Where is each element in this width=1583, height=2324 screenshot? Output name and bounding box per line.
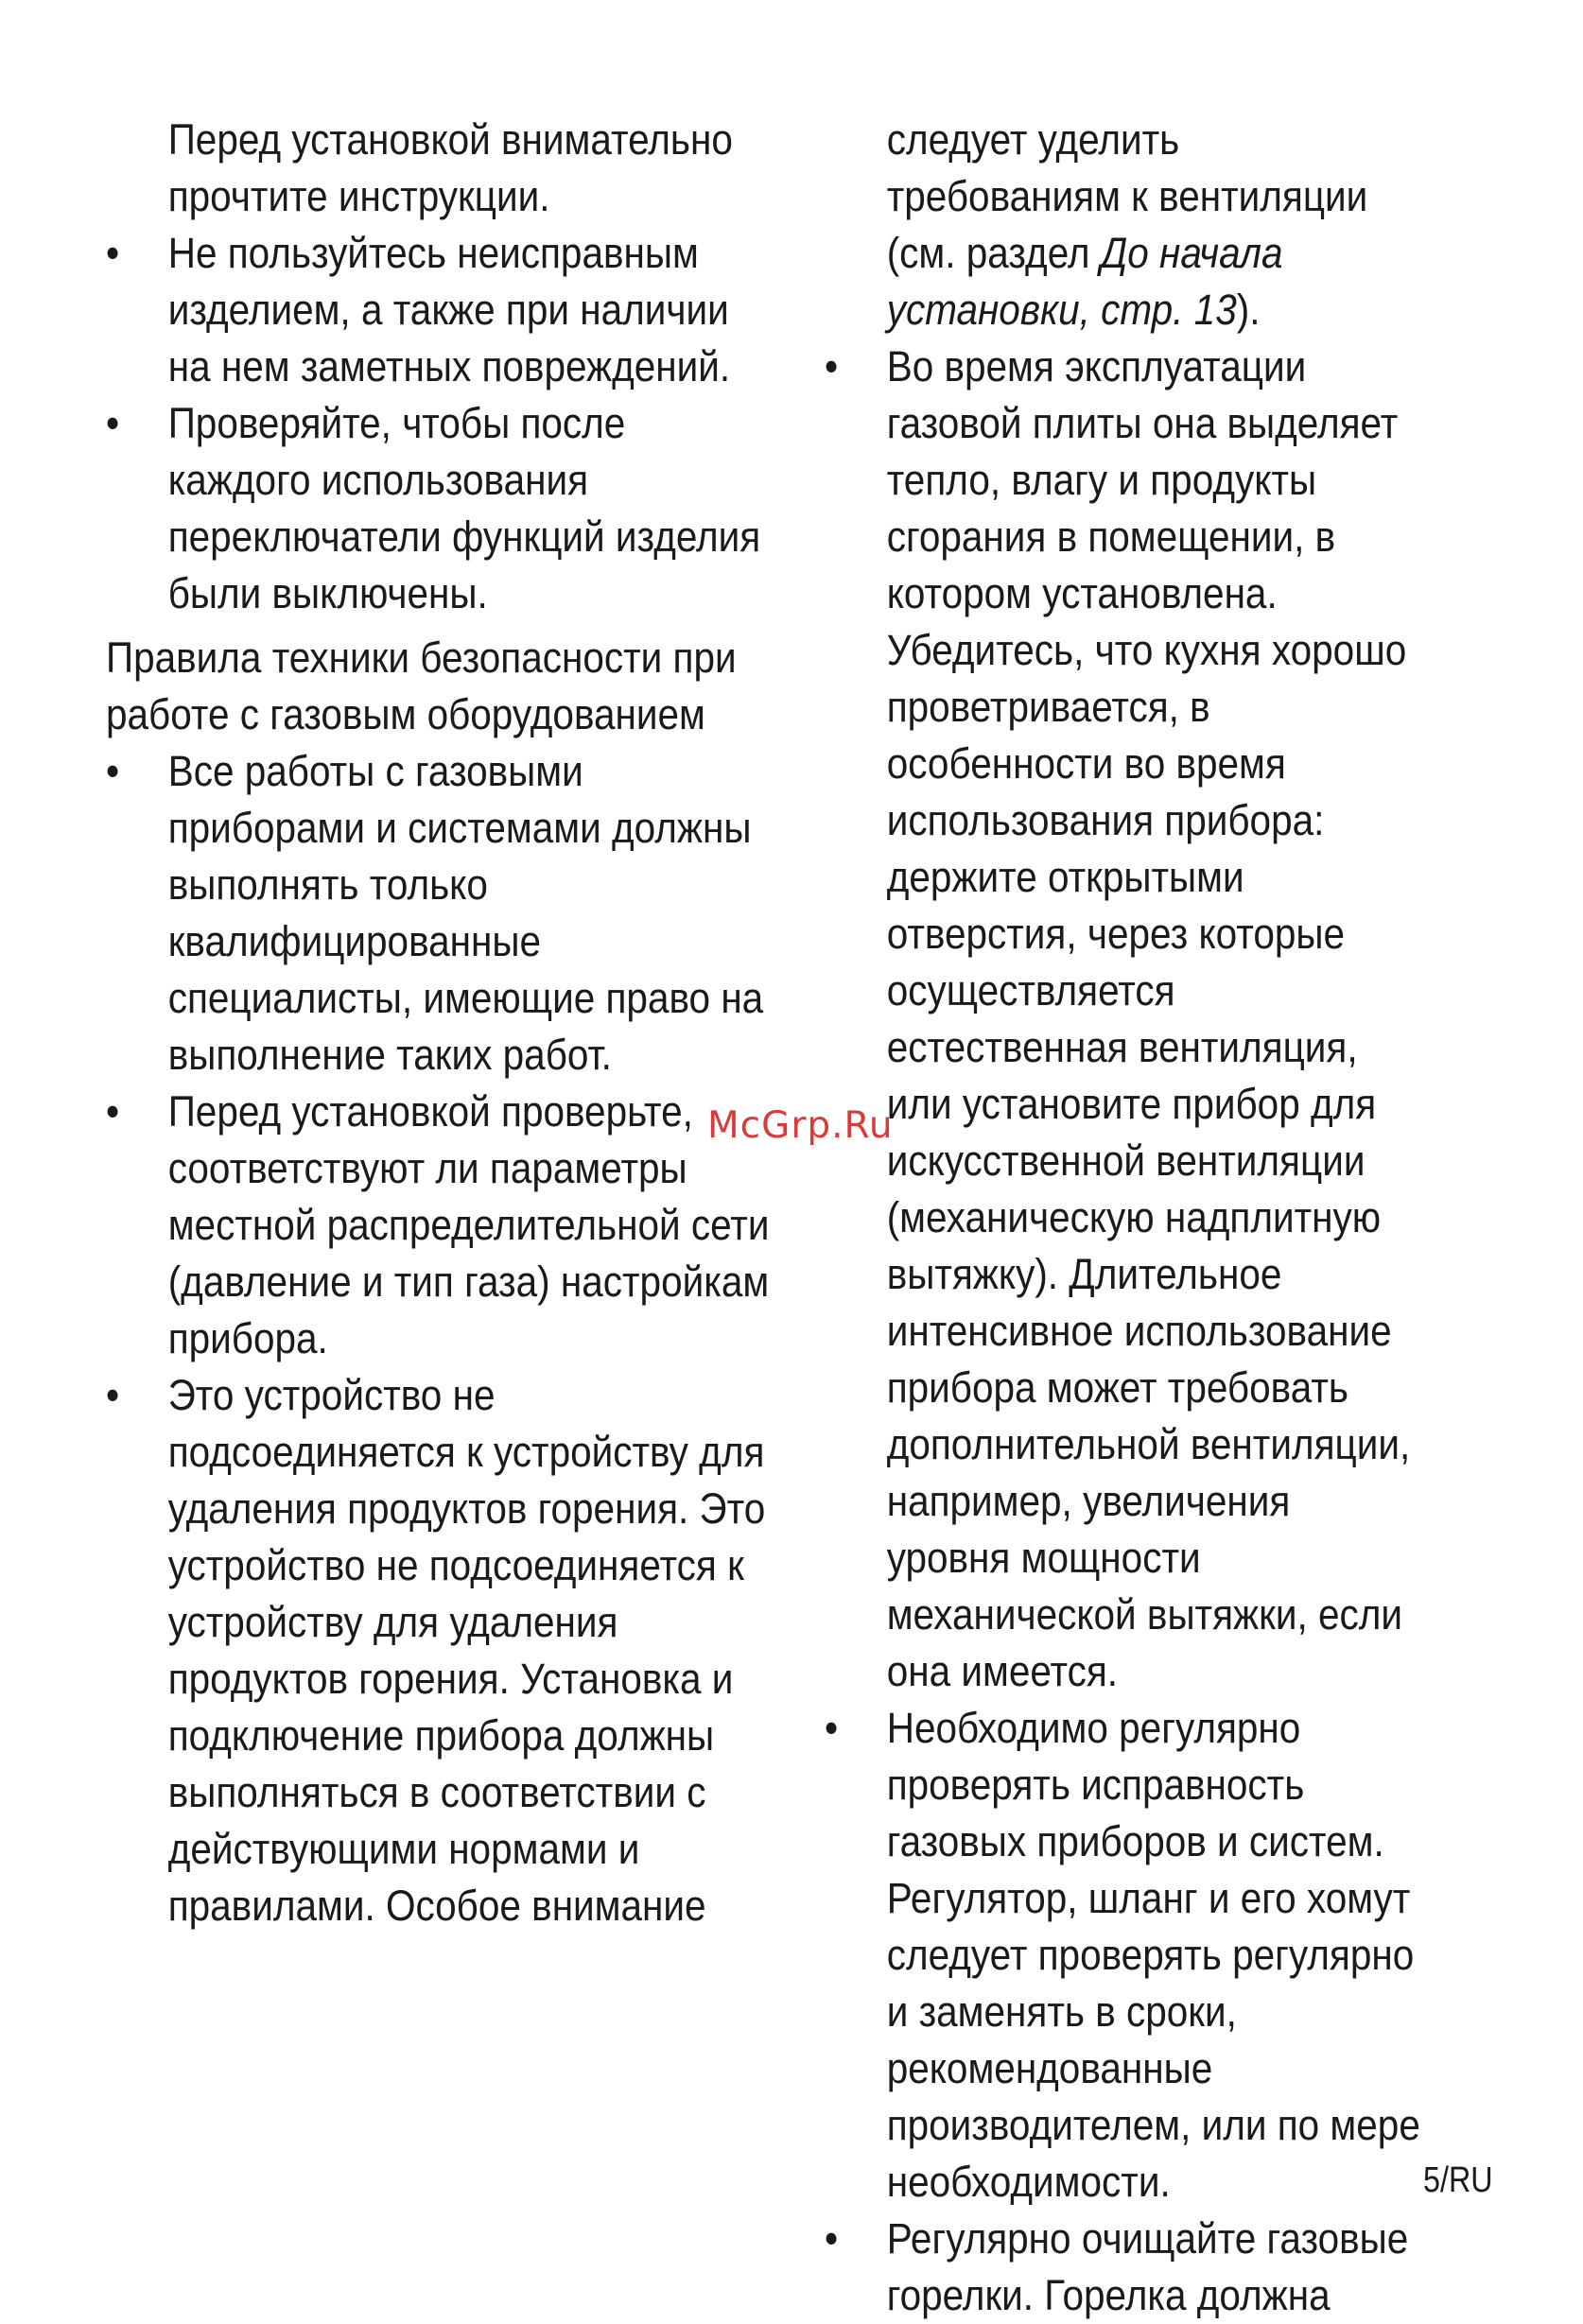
bullet-icon: • — [106, 1087, 120, 1136]
continuation-end: ). — [1236, 286, 1261, 334]
watermark: McGrp.Ru — [707, 1104, 894, 1147]
list-item-text: Это устройство не подсоединяется к устройству для удаления продуктов горения. Это устройство не подсоединяется к устройству для удаления продуктов горения. Установка и подключение прибора должны выполняться в соответствии с действующими нормами и правилами. Особое внимание — [167, 1371, 766, 1930]
bullet-icon: • — [106, 747, 120, 795]
list-item-text: Не пользуйтесь неисправным изделием, а также при наличии на нем заметных повреждений. — [167, 229, 731, 390]
list-item — [825, 1700, 1420, 2211]
page-number: 5/RU — [1423, 2160, 1493, 2200]
list-item-text: Перед установкой проверьте, соответствуют ли параметры местной распределительной сети (давление и тип газа) настройкам прибора. — [167, 1087, 770, 1362]
list-item-text: Во время эксплуатации газовой плиты она выделяет тепло, влагу и продукты сгорания в помещении, в котором установлена. Убедитесь, что кухня хорошо проветривается, в особенности во время использования прибора: держите открытыми отверстия, через которые осуществляется естественная вентиляция, или установите прибор для искусственной вентиляции (механическую надплитную вытяжку). Длительное интенсивное использование прибора может требовать дополнительной вентиляции, например, увеличения уровня мощности механической вытяжки, если она имеется. — [886, 342, 1411, 1695]
intro-continuation: Перед установкой внимательно прочтите инструкции. — [167, 115, 733, 220]
list-item-text: Необходимо регулярно проверять исправность газовых приборов и систем. Регулятор, шланг и его хомут следует проверять регулярно и заменять в сроки, рекомендованные производителем, или по мере необходимости. — [886, 1704, 1420, 2206]
bullet-icon: • — [106, 399, 120, 447]
list-item — [106, 395, 776, 622]
right-column — [825, 112, 1420, 2324]
list-item — [106, 225, 776, 395]
list-item-text: Все работы с газовыми приборами и системами должны выполнять только квалифицированные специалисты, имеющие право на выполнение таких работ. — [167, 747, 764, 1079]
continuation-text: следует уделить требованиям к вентиляции (см. раздел — [886, 115, 1368, 277]
list-item — [106, 1367, 776, 1934]
list-item — [825, 338, 1420, 1700]
list-item — [825, 2211, 1420, 2324]
bullet-icon: • — [106, 1371, 120, 1419]
bullet-icon: • — [825, 2214, 839, 2263]
list-item — [106, 743, 776, 1084]
right-continuation — [825, 112, 1420, 338]
list-item — [106, 1084, 776, 1367]
list-item-text: Регулярно очищайте газовые горелки. Горелка должна — [886, 2214, 1409, 2319]
bullet-icon: • — [825, 342, 839, 390]
section-heading: Правила техники безопасности при работе с газовым оборудованием — [106, 633, 737, 738]
cross-reference: До начала установки, стр. 13 — [886, 229, 1283, 334]
left-column — [106, 112, 776, 1934]
bullet-icon: • — [825, 1704, 839, 1752]
bullet-icon: • — [106, 229, 120, 277]
list-item-text: Проверяйте, чтобы после каждого использования переключатели функций изделия были выключены. — [167, 399, 761, 617]
